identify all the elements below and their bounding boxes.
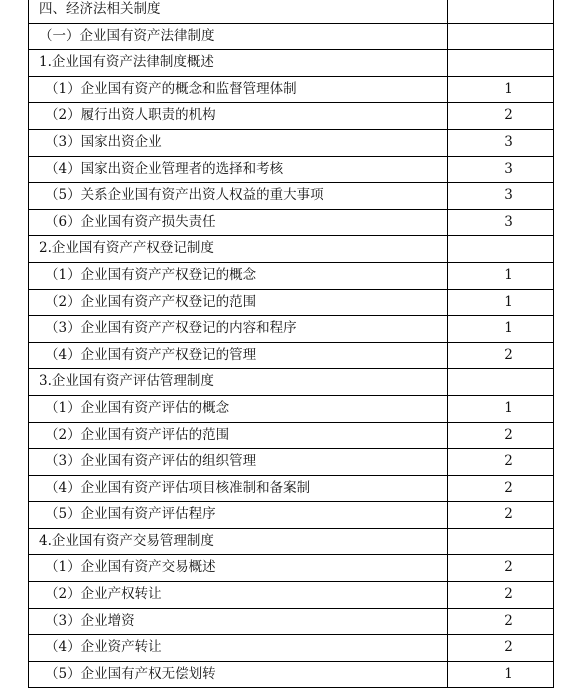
topic-cell: （2）履行出资人职责的机构: [29, 103, 448, 130]
table-row: [29, 103, 554, 130]
level-cell: 3: [448, 209, 554, 236]
table-row: [29, 635, 554, 662]
level-cell: [448, 236, 554, 263]
level-cell: 2: [448, 342, 554, 369]
level-cell: 1: [448, 289, 554, 316]
topic-cell: （3）国家出资企业: [29, 129, 448, 156]
level-cell: 2: [448, 555, 554, 582]
topic-cell: （5）关系企业国有资产出资人权益的重大事项: [29, 183, 448, 210]
level-cell: 3: [448, 183, 554, 210]
level-cell: 2: [448, 103, 554, 130]
syllabus-table: [28, 0, 554, 688]
topic-cell: （4）企业国有资产评估项目核准制和备案制: [29, 475, 448, 502]
level-cell: 2: [448, 475, 554, 502]
topic-cell: （1）企业国有资产交易概述: [29, 555, 448, 582]
heading-cell: 1.企业国有资产法律制度概述: [29, 50, 448, 77]
section-heading-row: [29, 23, 554, 50]
level-cell: 3: [448, 129, 554, 156]
level-cell: [448, 50, 554, 77]
table-row: [29, 316, 554, 343]
section-heading-row: [29, 50, 554, 77]
section-heading-row: [29, 236, 554, 263]
table-row: [29, 608, 554, 635]
heading-cell: 4.企业国有资产交易管理制度: [29, 528, 448, 555]
table-row: [29, 555, 554, 582]
topic-cell: （1）企业国有资产产权登记的概念: [29, 262, 448, 289]
level-cell: 2: [448, 502, 554, 529]
topic-cell: （3）企业国有资产产权登记的内容和程序: [29, 316, 448, 343]
table-row: [29, 502, 554, 529]
level-cell: 2: [448, 449, 554, 476]
table-row: [29, 395, 554, 422]
topic-cell: （6）企业国有资产损失责任: [29, 209, 448, 236]
topic-cell: （2）企业国有资产产权登记的范围: [29, 289, 448, 316]
level-cell: 1: [448, 661, 554, 688]
heading-cell: （一）企业国有资产法律制度: [29, 23, 448, 50]
table-row: [29, 76, 554, 103]
level-cell: 2: [448, 608, 554, 635]
table-row: [29, 209, 554, 236]
table-row: [29, 342, 554, 369]
syllabus-table-body: [29, 0, 554, 688]
topic-cell: （2）企业产权转让: [29, 582, 448, 609]
section-heading-row: [29, 528, 554, 555]
topic-cell: （3）企业国有资产评估的组织管理: [29, 449, 448, 476]
table-row: [29, 449, 554, 476]
heading-cell: 四、经济法相关制度: [29, 0, 448, 23]
table-row: [29, 129, 554, 156]
table-row: [29, 262, 554, 289]
table-row: [29, 661, 554, 688]
level-cell: 1: [448, 76, 554, 103]
section-heading-row: [29, 369, 554, 396]
topic-cell: （1）企业国有资产的概念和监督管理体制: [29, 76, 448, 103]
level-cell: [448, 528, 554, 555]
topic-cell: （2）企业国有资产评估的范围: [29, 422, 448, 449]
level-cell: 2: [448, 635, 554, 662]
level-cell: [448, 23, 554, 50]
level-cell: [448, 0, 554, 23]
heading-cell: 2.企业国有资产产权登记制度: [29, 236, 448, 263]
level-cell: 2: [448, 582, 554, 609]
heading-cell: 3.企业国有资产评估管理制度: [29, 369, 448, 396]
table-row: [29, 183, 554, 210]
table-row: [29, 475, 554, 502]
topic-cell: （4）企业资产转让: [29, 635, 448, 662]
level-cell: 1: [448, 316, 554, 343]
level-cell: 1: [448, 395, 554, 422]
table-row: [29, 582, 554, 609]
topic-cell: （5）企业国有产权无偿划转: [29, 661, 448, 688]
level-cell: 3: [448, 156, 554, 183]
topic-cell: （1）企业国有资产评估的概念: [29, 395, 448, 422]
topic-cell: （4）企业国有资产产权登记的管理: [29, 342, 448, 369]
topic-cell: （3）企业增资: [29, 608, 448, 635]
topic-cell: （4）国家出资企业管理者的选择和考核: [29, 156, 448, 183]
chapter-heading-row: [29, 0, 554, 23]
level-cell: 2: [448, 422, 554, 449]
table-row: [29, 422, 554, 449]
level-cell: [448, 369, 554, 396]
topic-cell: （5）企业国有资产评估程序: [29, 502, 448, 529]
level-cell: 1: [448, 262, 554, 289]
table-row: [29, 156, 554, 183]
table-row: [29, 289, 554, 316]
